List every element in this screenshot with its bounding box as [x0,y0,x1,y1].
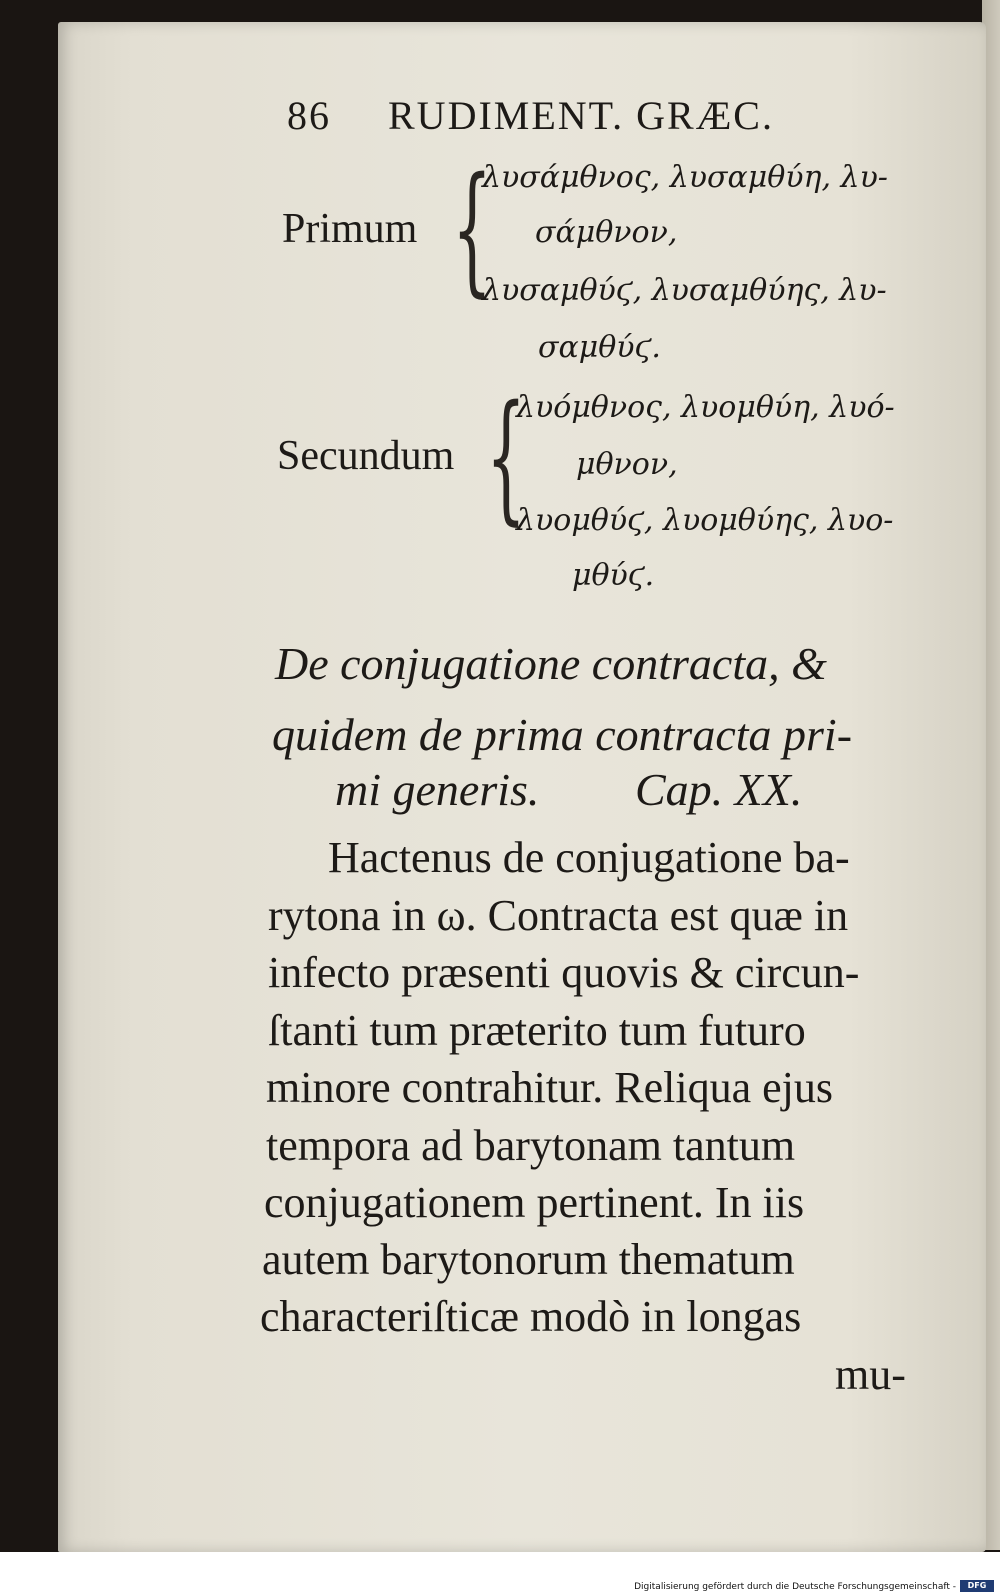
chapter-heading-line-3: mi generis. [335,764,540,815]
body-line: characteriſticæ modò in longas [260,1292,802,1341]
primum-brace: { [452,148,493,311]
primum-line-3: λυσαμθύϛ, λυσαμθύης, λυ- [482,273,887,308]
secundum-line-3: λυομθύϛ, λυομθύης, λυο- [516,503,894,538]
primum-line-2: σάμθνον, [535,215,678,250]
secundum-label: Secundum [277,433,455,479]
body-line: tempora ad barytonam tantum [266,1121,796,1170]
catchword: mu- [835,1350,906,1399]
chapter-heading-line-2: quidem de prima contracta pri- [272,709,853,760]
primum-line-4: σαμθύϛ. [538,330,661,365]
secundum-line-4: μθύϛ. [572,558,655,593]
running-title: RUDIMENT. GRÆC. [388,93,774,138]
body-line: rytona in ω. Contracta est quæ in [268,891,849,940]
body-line: conjugationem pertinent. In iis [264,1178,805,1227]
secundum-brace: { [486,376,527,539]
body-line: minore contrahitur. Reliqua ejus [266,1063,833,1112]
secundum-line-2: μθνον, [576,447,678,482]
body-line: Hactenus de conjugatione ba- [328,833,850,882]
chapter-heading-line-1: De conjugatione contracta, & [275,638,827,689]
footer-credit: Digitalisierung gefördert durch die Deutsche Forschungsgemeinschaft - [634,1582,956,1592]
chapter-number: Cap. XX. [635,764,803,815]
primum-label: Primum [282,206,418,252]
secundum-line-1: λυόμθνος, λυομθύη, λυό- [516,390,895,425]
page-number: 86 [287,93,331,138]
body-line: autem barytonorum thematum [262,1235,795,1284]
dfg-logo: DFG [960,1580,994,1592]
body-line: ſtanti tum præterito tum futuro [268,1006,806,1055]
primum-line-1: λυσάμθνος, λυσαμθύη, λυ- [482,160,888,195]
body-line: infecto præsenti quovis & circun- [268,948,860,997]
